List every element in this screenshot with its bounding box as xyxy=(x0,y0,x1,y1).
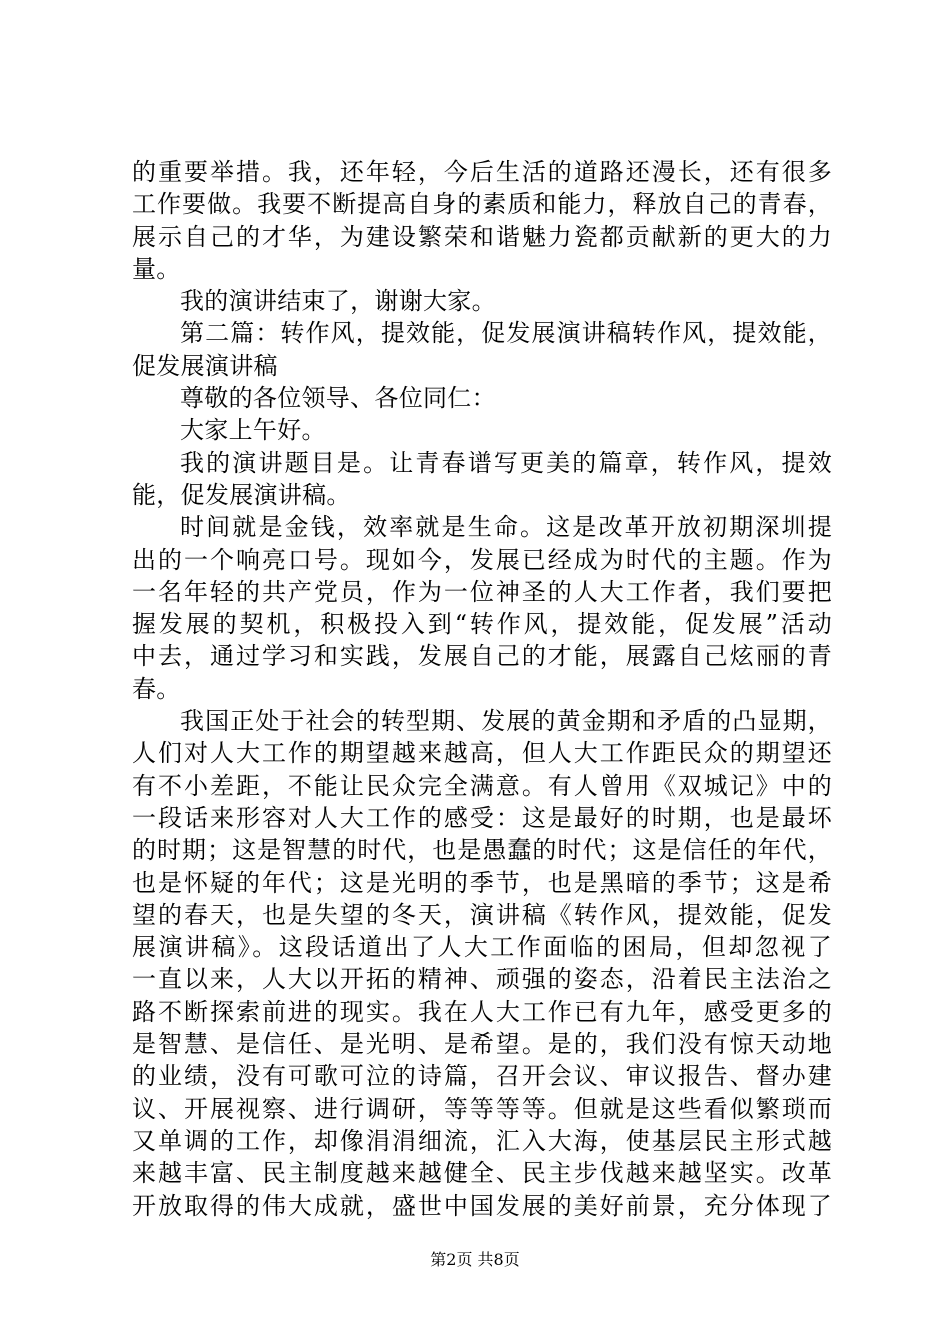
text-line: 中去，通过学习和实践，发展自己的才能，展露自己炫丽的青 xyxy=(132,642,832,671)
text-line: 一名年轻的共产党员，作为一位神圣的人大工作者，我们要把 xyxy=(132,577,832,606)
text-line: 议、开展视察、进行调研，等等等等。但就是这些看似繁琐而 xyxy=(132,1094,832,1123)
text-line: 一直以来，人大以开拓的精神、顽强的姿态，沿着民主法治之 xyxy=(132,965,832,994)
document-body xyxy=(132,156,832,1222)
text-line: 我的演讲题目是。让青春谱写更美的篇章，转作风，提效 xyxy=(180,448,832,477)
text-line: 也是怀疑的年代；这是光明的季节，也是黑暗的季节；这是希 xyxy=(132,868,832,897)
text-line: 的时期；这是智慧的时代，也是愚蠢的时代；这是信任的年代， xyxy=(132,836,832,865)
text-line: 能，促发展演讲稿。 xyxy=(132,480,351,509)
text-line: 量。 xyxy=(132,254,181,283)
text-line: 春。 xyxy=(132,674,181,703)
text-line: 的重要举措。我，还年轻，今后生活的道路还漫长，还有很多 xyxy=(132,158,832,186)
text-line: 展示自己的才华，为建设繁荣和谐魅力瓷都贡献新的更大的力 xyxy=(132,222,832,251)
text-line: 握发展的契机，积极投入到“转作风，提效能，促发展”活动 xyxy=(132,610,832,639)
text-line: 促发展演讲稿 xyxy=(132,351,278,380)
text-line: 我的演讲结束了，谢谢大家。 xyxy=(180,287,496,316)
text-line: 有不小差距，不能让民众完全满意。有人曾用《双城记》中的 xyxy=(132,771,832,800)
text-line: 是智慧、是信任、是光明、是希望。是的，我们没有惊天动地 xyxy=(132,1030,832,1059)
text-line: 一段话来形容对人大工作的感受：这是最好的时期，也是最坏 xyxy=(132,803,832,832)
text-line: 第二篇：转作风，提效能，促发展演讲稿转作风，提效能， xyxy=(180,319,832,348)
text-line: 来越丰富、民主制度越来越健全、民主步伐越来越坚实。改革 xyxy=(132,1159,832,1188)
text-line: 时间就是金钱，效率就是生命。这是改革开放初期深圳提 xyxy=(180,513,832,542)
text-line: 望的春天，也是失望的冬天，演讲稿《转作风，提效能，促发 xyxy=(132,900,832,929)
text-line: 又单调的工作，却像涓涓细流，汇入大海，使基层民主形式越 xyxy=(132,1126,832,1155)
text-line: 大家上午好。 xyxy=(180,416,326,445)
text-line: 出的一个响亮口号。现如今，发展已经成为时代的主题。作为 xyxy=(132,545,832,574)
page-footer xyxy=(0,1249,950,1271)
text-line: 展演讲稿》。这段话道出了人大工作面临的困局，但却忽视了 xyxy=(132,933,832,962)
page-number-label: 第2页 共8页 xyxy=(430,1250,520,1269)
text-line: 工作要做。我要不断提高自身的素质和能力，释放自己的青春， xyxy=(132,190,832,219)
text-line: 我国正处于社会的转型期、发展的黄金期和矛盾的凸显期， xyxy=(180,707,832,736)
text-line: 路不断探索前进的现实。我在人大工作已有九年，感受更多的 xyxy=(132,997,832,1026)
text-line: 尊敬的各位领导、各位同仁： xyxy=(180,384,496,413)
text-line: 开放取得的伟大成就，盛世中国发展的美好前景，充分体现了 xyxy=(132,1191,832,1220)
text-line: 的业绩，没有可歌可泣的诗篇，召开会议、审议报告、督办建 xyxy=(132,1062,832,1091)
text-line: 人们对人大工作的期望越来越高，但人大工作距民众的期望还 xyxy=(132,739,832,768)
